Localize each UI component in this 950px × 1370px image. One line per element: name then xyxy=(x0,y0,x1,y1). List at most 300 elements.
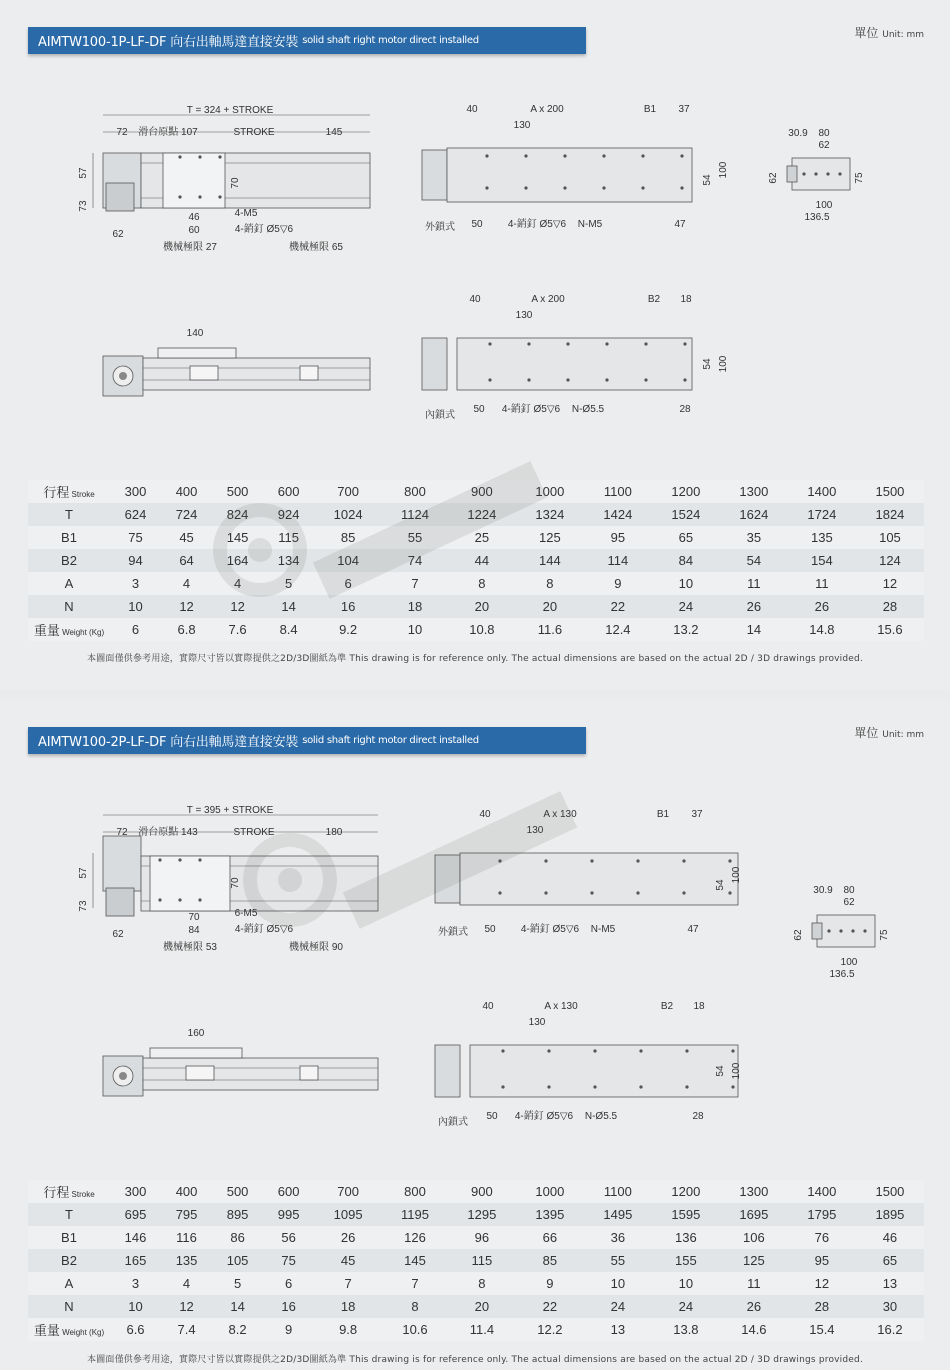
dimension-label: 外鎖式 xyxy=(438,927,468,938)
weight-cell: 10 xyxy=(382,618,448,641)
table-cell: 12 xyxy=(212,595,263,618)
dimension-label: A x 130 xyxy=(543,809,577,820)
dimension-label: 136.5 xyxy=(829,969,855,980)
hole-mark xyxy=(683,342,686,345)
table-cell: 104 xyxy=(314,549,382,572)
table-cell: 20 xyxy=(448,595,516,618)
row-label: B2 xyxy=(28,549,110,572)
drawing-shape xyxy=(300,366,318,380)
table-cell: 795 xyxy=(161,1203,212,1226)
dimension-label: 機械極限 53 xyxy=(163,942,217,953)
weight-cell: 14.6 xyxy=(720,1318,788,1341)
weight-cell: 10.6 xyxy=(382,1318,448,1341)
hole-mark xyxy=(685,1085,688,1088)
drawing-shape xyxy=(186,1066,214,1080)
table-cell: 126 xyxy=(382,1226,448,1249)
table-cell: 3 xyxy=(110,572,161,595)
hole-mark xyxy=(198,195,201,198)
row-label: N xyxy=(28,595,110,618)
dimension-label: 70 xyxy=(230,877,241,889)
section-subtitle: solid shaft right motor direct installed xyxy=(302,35,479,46)
spec-section-2 xyxy=(0,700,950,1370)
table-cell: 8 xyxy=(448,572,516,595)
hole-mark xyxy=(501,1049,504,1052)
drawing-shape xyxy=(103,836,141,891)
stroke-cell: 600 xyxy=(263,480,314,503)
dimension-label: 62 xyxy=(843,897,855,908)
hole-mark xyxy=(501,1085,504,1088)
hole-mark xyxy=(590,891,593,894)
table-row xyxy=(28,526,924,549)
stroke-cell: 600 xyxy=(263,1180,314,1203)
table-cell: 10 xyxy=(652,572,720,595)
dimension-label: 內鎖式 xyxy=(438,1117,468,1128)
table-cell: 135 xyxy=(161,1249,212,1272)
weight-cell: 8.2 xyxy=(212,1318,263,1341)
table-cell: 4 xyxy=(161,572,212,595)
table-cell: 12 xyxy=(788,1272,856,1295)
stroke-cell: 1200 xyxy=(652,1180,720,1203)
table-cell: 75 xyxy=(263,1249,314,1272)
table-cell: 95 xyxy=(788,1249,856,1272)
weight-cell: 13.2 xyxy=(652,618,720,641)
hole-mark xyxy=(524,186,527,189)
section-subtitle: solid shaft right motor direct installed xyxy=(302,735,479,746)
table-cell: 22 xyxy=(584,595,652,618)
table-cell: 6 xyxy=(314,572,382,595)
dimension-label: 57 xyxy=(78,167,89,179)
dimension-label: 滑台原點 107 xyxy=(138,127,198,138)
dimension-label: 62 xyxy=(793,929,804,941)
stroke-cell: 900 xyxy=(448,1180,516,1203)
stroke-cell: 1200 xyxy=(652,480,720,503)
table-cell: 1724 xyxy=(788,503,856,526)
dimension-label: 50 xyxy=(473,404,485,415)
hole-mark xyxy=(498,859,501,862)
stroke-cell: 700 xyxy=(314,480,382,503)
weight-cell: 10.8 xyxy=(448,618,516,641)
stroke-cell: 500 xyxy=(212,1180,263,1203)
drawing-shape xyxy=(470,1045,738,1097)
table-cell: 65 xyxy=(856,1249,924,1272)
table-cell: 5 xyxy=(263,572,314,595)
dimension-label: 40 xyxy=(482,1001,494,1012)
dimension-label: 28 xyxy=(679,404,691,415)
drawing-shape xyxy=(106,888,134,916)
table-cell: 76 xyxy=(788,1226,856,1249)
dimension-label: 130 xyxy=(526,825,544,836)
dimension-label: 136.5 xyxy=(804,212,830,223)
weight-cell: 7.4 xyxy=(161,1318,212,1341)
motor-shaft xyxy=(119,1072,127,1080)
hole-mark xyxy=(488,378,491,381)
table-cell: 20 xyxy=(516,595,584,618)
dimension-label: 100 xyxy=(718,161,729,179)
dimension-label: 80 xyxy=(818,128,830,139)
hole-mark xyxy=(218,155,221,158)
table-cell: 164 xyxy=(212,549,263,572)
hole-mark xyxy=(178,155,181,158)
dimension-label: 60 xyxy=(188,225,200,236)
weight-cell: 14.8 xyxy=(788,618,856,641)
row-label: B1 xyxy=(28,1226,110,1249)
hole-mark xyxy=(827,929,830,932)
hole-mark xyxy=(566,342,569,345)
hole-mark xyxy=(198,898,201,901)
table-row xyxy=(28,595,924,618)
table-cell: 146 xyxy=(110,1226,161,1249)
hole-mark xyxy=(544,891,547,894)
drawing-shape xyxy=(457,338,692,390)
table-cell: 86 xyxy=(212,1226,263,1249)
drawing-shape xyxy=(158,348,236,358)
row-label: 重量 Weight (Kg) xyxy=(28,618,110,641)
unit-label: 單位 Unit: mm xyxy=(854,26,924,40)
dimension-label: 75 xyxy=(879,929,890,941)
table-cell: 10 xyxy=(110,595,161,618)
spec-table xyxy=(28,480,924,641)
hole-mark xyxy=(685,1049,688,1052)
table-cell: 1295 xyxy=(448,1203,516,1226)
weight-cell: 12.2 xyxy=(516,1318,584,1341)
table-cell: 54 xyxy=(720,549,788,572)
dimension-label: 40 xyxy=(479,809,491,820)
table-cell: 154 xyxy=(788,549,856,572)
stroke-cell: 1000 xyxy=(516,480,584,503)
table-cell: 106 xyxy=(720,1226,788,1249)
hole-mark xyxy=(605,342,608,345)
stroke-cell: 300 xyxy=(110,1180,161,1203)
table-cell: 24 xyxy=(652,595,720,618)
weight-cell: 12.4 xyxy=(584,618,652,641)
weight-cell: 6.8 xyxy=(161,618,212,641)
dimension-label: 50 xyxy=(471,219,483,230)
table-cell: 695 xyxy=(110,1203,161,1226)
table-cell: 95 xyxy=(584,526,652,549)
row-label: 重量 Weight (Kg) xyxy=(28,1318,110,1341)
weight-cell: 15.4 xyxy=(788,1318,856,1341)
hole-mark xyxy=(488,342,491,345)
hole-mark xyxy=(641,154,644,157)
table-cell: 144 xyxy=(516,549,584,572)
table-cell: 7 xyxy=(314,1272,382,1295)
table-cell: 116 xyxy=(161,1226,212,1249)
weight-cell: 6.6 xyxy=(110,1318,161,1341)
table-cell: 125 xyxy=(516,526,584,549)
table-cell: 895 xyxy=(212,1203,263,1226)
table-cell: 12 xyxy=(161,595,212,618)
hole-mark xyxy=(802,172,805,175)
table-cell: 45 xyxy=(161,526,212,549)
table-cell: 4 xyxy=(212,572,263,595)
table-cell: 26 xyxy=(720,1295,788,1318)
dimension-label: 72 xyxy=(116,827,128,838)
dimension-label: 4-銷釘 Ø5▽6 xyxy=(514,1111,574,1122)
row-label: N xyxy=(28,1295,110,1318)
dimension-label: 內鎖式 xyxy=(425,410,455,421)
row-label: 行程 Stroke xyxy=(28,1180,110,1203)
weight-cell: 14 xyxy=(720,618,788,641)
table-cell: 64 xyxy=(161,549,212,572)
dimension-label: 100 xyxy=(815,200,833,211)
stroke-cell: 1300 xyxy=(720,1180,788,1203)
table-row xyxy=(28,549,924,572)
dimension-label: 54 xyxy=(715,879,726,891)
table-cell: 24 xyxy=(584,1295,652,1318)
table-cell: 7 xyxy=(382,572,448,595)
dimension-label: 機械極限 27 xyxy=(163,242,217,253)
table-cell: 624 xyxy=(110,503,161,526)
drawing-shape xyxy=(190,366,218,380)
table-cell: 1424 xyxy=(584,503,652,526)
stroke-cell: 1500 xyxy=(856,480,924,503)
weight-cell: 6 xyxy=(110,618,161,641)
hole-mark xyxy=(178,898,181,901)
dimension-label: 62 xyxy=(112,229,124,240)
stroke-cell: 1400 xyxy=(788,1180,856,1203)
table-cell: 35 xyxy=(720,526,788,549)
dimension-label: 47 xyxy=(674,219,686,230)
stroke-cell: 1500 xyxy=(856,1180,924,1203)
table-cell: 155 xyxy=(652,1249,720,1272)
table-cell: 66 xyxy=(516,1226,584,1249)
motor-shaft xyxy=(119,372,127,380)
hole-mark xyxy=(644,342,647,345)
table-cell: 30 xyxy=(856,1295,924,1318)
dimension-label: 73 xyxy=(78,200,89,212)
hole-mark xyxy=(547,1049,550,1052)
hole-mark xyxy=(602,154,605,157)
stroke-cell: 400 xyxy=(161,480,212,503)
table-cell: 1195 xyxy=(382,1203,448,1226)
hole-mark xyxy=(680,186,683,189)
table-cell: 75 xyxy=(110,526,161,549)
hole-mark xyxy=(863,929,866,932)
dimension-label: B1 xyxy=(643,104,657,115)
stroke-cell: 700 xyxy=(314,1180,382,1203)
table-row xyxy=(28,1249,924,1272)
table-cell: 8 xyxy=(516,572,584,595)
dimension-label: A x 200 xyxy=(530,104,564,115)
dimension-label: 外鎖式 xyxy=(425,222,455,233)
dimension-label: 130 xyxy=(528,1017,546,1028)
table-cell: 46 xyxy=(856,1226,924,1249)
disclaimer-note: 本圖面僅供參考用途，實際尺寸皆以實際提供之2D/3D圖紙為準 This drawing is for reference only. The actual dimensions are based on the actual 2D / 3D drawings provided. xyxy=(86,1355,864,1365)
table-cell: 55 xyxy=(382,526,448,549)
dimension-label: T = 324 + STROKE xyxy=(186,105,274,116)
weight-cell: 8.4 xyxy=(263,618,314,641)
table-cell: 1895 xyxy=(856,1203,924,1226)
table-cell: 136 xyxy=(652,1226,720,1249)
dimension-label: N-M5 xyxy=(577,219,603,230)
table-cell: 1124 xyxy=(382,503,448,526)
dimension-label: 130 xyxy=(513,120,531,131)
hole-mark xyxy=(158,858,161,861)
table-cell: 824 xyxy=(212,503,263,526)
dimension-label: N-Ø5.5 xyxy=(584,1111,618,1122)
stroke-cell: 500 xyxy=(212,480,263,503)
weight-cell: 9.2 xyxy=(314,618,382,641)
table-cell: 105 xyxy=(212,1249,263,1272)
hole-mark xyxy=(563,186,566,189)
hole-mark xyxy=(198,155,201,158)
weight-cell: 9.8 xyxy=(314,1318,382,1341)
hole-mark xyxy=(198,858,201,861)
hole-mark xyxy=(731,1049,734,1052)
dimension-label: 160 xyxy=(187,1028,205,1039)
hole-mark xyxy=(826,172,829,175)
dimension-label: 54 xyxy=(702,358,713,370)
hole-mark xyxy=(838,172,841,175)
hole-mark xyxy=(158,898,161,901)
technical-drawing xyxy=(0,760,950,1180)
dimension-label: 70 xyxy=(230,177,241,189)
row-label: A xyxy=(28,572,110,595)
dimension-label: 40 xyxy=(469,294,481,305)
hole-mark xyxy=(498,891,501,894)
table-cell: 1795 xyxy=(788,1203,856,1226)
stroke-cell: 300 xyxy=(110,480,161,503)
weight-cell: 11.4 xyxy=(448,1318,516,1341)
section-title: AIMTW100-1P-LF-DF 向右出軸馬達直接安裝 xyxy=(38,35,299,50)
drawing-shape xyxy=(422,150,447,200)
table-cell: 11 xyxy=(720,1272,788,1295)
weight-cell: 13 xyxy=(584,1318,652,1341)
dimension-label: 73 xyxy=(78,900,89,912)
table-cell: 24 xyxy=(652,1295,720,1318)
dimension-label: 30.9 xyxy=(813,885,833,896)
dimension-label: N-Ø5.5 xyxy=(571,404,605,415)
hole-mark xyxy=(682,891,685,894)
table-cell: 1524 xyxy=(652,503,720,526)
hole-mark xyxy=(851,929,854,932)
technical-drawing xyxy=(0,60,950,480)
hole-mark xyxy=(218,195,221,198)
dimension-label: 100 xyxy=(731,866,742,884)
dimension-label: 滑台原點 143 xyxy=(138,827,198,838)
table-cell: 45 xyxy=(314,1249,382,1272)
table-cell: 28 xyxy=(788,1295,856,1318)
row-label: T xyxy=(28,1203,110,1226)
hole-mark xyxy=(547,1085,550,1088)
dimension-label: 50 xyxy=(484,924,496,935)
dimension-label: 180 xyxy=(325,827,343,838)
table-cell: 18 xyxy=(382,595,448,618)
drawing-shape xyxy=(106,183,134,211)
disclaimer-note: 本圖面僅供參考用途，實際尺寸皆以實際提供之2D/3D圖紙為準 This drawing is for reference only. The actual dimensions are based on the actual 2D / 3D drawings provided. xyxy=(86,654,864,664)
table-cell: 25 xyxy=(448,526,516,549)
hole-mark xyxy=(814,172,817,175)
dimension-label: 46 xyxy=(188,212,200,223)
dimension-label: A x 200 xyxy=(531,294,565,305)
dimension-label: B2 xyxy=(647,294,661,305)
dimension-label: STROKE xyxy=(233,827,275,838)
table-cell: 12 xyxy=(856,572,924,595)
dimension-label: N-M5 xyxy=(590,924,616,935)
table-cell: 1395 xyxy=(516,1203,584,1226)
table-row xyxy=(28,1272,924,1295)
table-cell: 724 xyxy=(161,503,212,526)
stroke-cell: 1100 xyxy=(584,480,652,503)
hole-mark xyxy=(178,858,181,861)
hole-mark xyxy=(527,378,530,381)
table-cell: 124 xyxy=(856,549,924,572)
hole-mark xyxy=(728,859,731,862)
weight-cell: 16.2 xyxy=(856,1318,924,1341)
dimension-label: 28 xyxy=(692,1111,704,1122)
table-cell: 44 xyxy=(448,549,516,572)
table-cell: 14 xyxy=(263,595,314,618)
dimension-label: 54 xyxy=(702,174,713,186)
hole-mark xyxy=(680,154,683,157)
dimension-label: 140 xyxy=(186,328,204,339)
table-cell: 10 xyxy=(584,1272,652,1295)
dimension-label: 70 xyxy=(188,912,200,923)
dimension-label: 37 xyxy=(678,104,690,115)
table-cell: 145 xyxy=(212,526,263,549)
hole-mark xyxy=(566,378,569,381)
table-cell: 55 xyxy=(584,1249,652,1272)
drawing-shape xyxy=(143,358,370,390)
drawing-shape xyxy=(435,855,460,903)
table-cell: 85 xyxy=(516,1249,584,1272)
hole-mark xyxy=(639,1085,642,1088)
dimension-label: 75 xyxy=(854,172,865,184)
dimension-label: 47 xyxy=(687,924,699,935)
dimension-label: B2 xyxy=(660,1001,674,1012)
table-cell: 134 xyxy=(263,549,314,572)
table-cell: 924 xyxy=(263,503,314,526)
stroke-cell: 1300 xyxy=(720,480,788,503)
hole-mark xyxy=(178,195,181,198)
table-cell: 1495 xyxy=(584,1203,652,1226)
table-cell: 94 xyxy=(110,549,161,572)
dimension-label: 100 xyxy=(718,355,729,373)
table-cell: 11 xyxy=(720,572,788,595)
table-cell: 3 xyxy=(110,1272,161,1295)
table-cell: 14 xyxy=(212,1295,263,1318)
dimension-label: 72 xyxy=(116,127,128,138)
table-cell: 12 xyxy=(161,1295,212,1318)
weight-cell: 13.8 xyxy=(652,1318,720,1341)
table-cell: 995 xyxy=(263,1203,314,1226)
dimension-label: 62 xyxy=(112,929,124,940)
drawing-shape xyxy=(300,1066,318,1080)
table-cell: 26 xyxy=(314,1226,382,1249)
unit-label: 單位 Unit: mm xyxy=(854,726,924,740)
dimension-label: 80 xyxy=(843,885,855,896)
table-cell: 18 xyxy=(314,1295,382,1318)
drawing-shape xyxy=(812,923,822,939)
dimension-label: 130 xyxy=(515,310,533,321)
stroke-cell: 800 xyxy=(382,480,448,503)
stroke-cell: 800 xyxy=(382,1180,448,1203)
table-cell: 20 xyxy=(448,1295,516,1318)
drawing-shape xyxy=(150,856,230,911)
hole-mark xyxy=(602,186,605,189)
dimension-label: B1 xyxy=(656,809,670,820)
spec-table xyxy=(28,1180,924,1341)
table-cell: 26 xyxy=(720,595,788,618)
hole-mark xyxy=(485,186,488,189)
hole-mark xyxy=(593,1085,596,1088)
dimension-label: 57 xyxy=(78,867,89,879)
row-label: B2 xyxy=(28,1249,110,1272)
dimension-label: 100 xyxy=(840,957,858,968)
dimension-label: A x 130 xyxy=(544,1001,578,1012)
hole-mark xyxy=(544,859,547,862)
table-cell: 125 xyxy=(720,1249,788,1272)
